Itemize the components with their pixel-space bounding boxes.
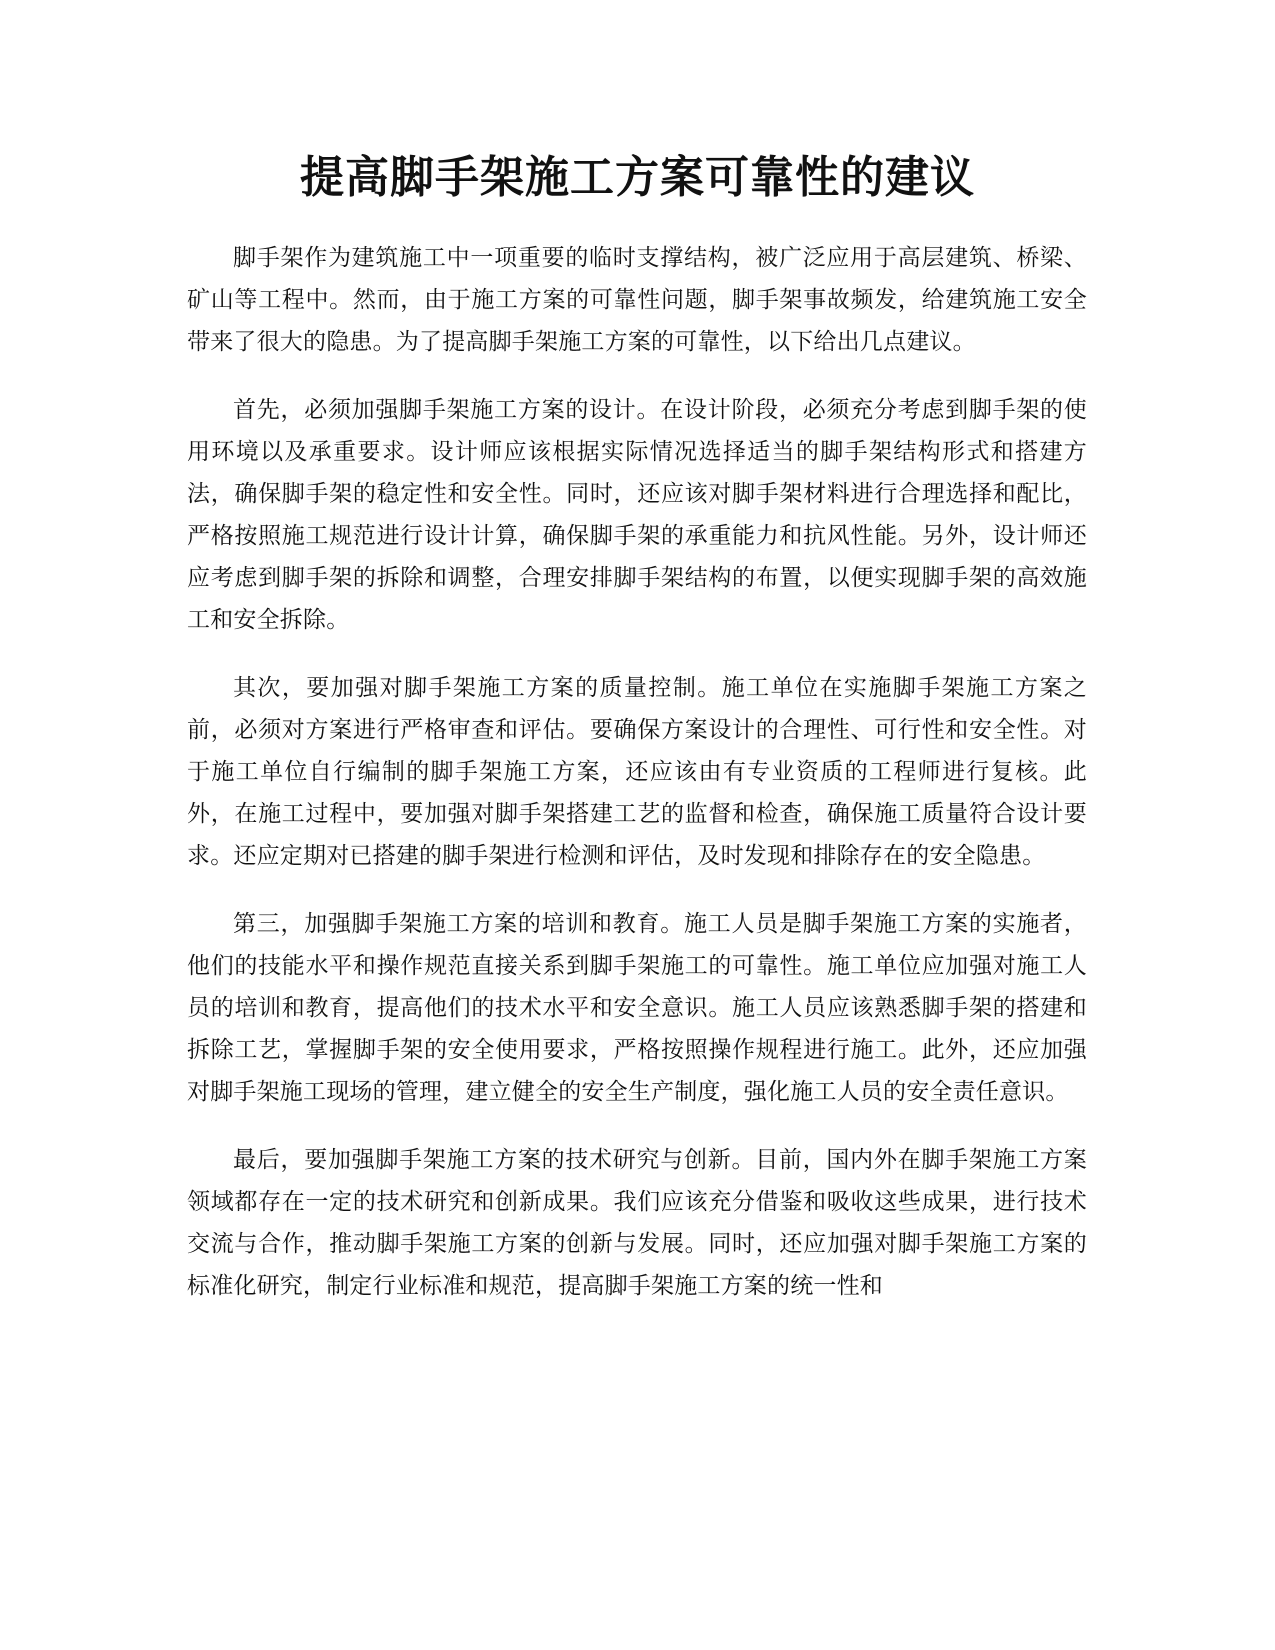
paragraph-second-suggestion: 其次，要加强对脚手架施工方案的质量控制。施工单位在实施脚手架施工方案之前，必须对方案进行严格审查和评估。要确保方案设计的合理性、可行性和安全性。对于施工单位自行编制的脚手架施工方案，还应该由有专业资质的工程师进行复核。此外，在施工过程中，要加强对脚手架搭建工艺的监督和检查，确保施工质量符合设计要求。还应定期对已搭建的脚手架进行检测和评估，及时发现和排除存在的安全隐患。 bbox=[187, 675, 1087, 869]
document-title: 提高脚手架施工方案可靠性的建议 bbox=[300, 152, 975, 203]
paragraph-first-suggestion: 首先，必须加强脚手架施工方案的设计。在设计阶段，必须充分考虑到脚手架的使用环境以及承重要求。设计师应该根据实际情况选择适当的脚手架结构形式和搭建方法，确保脚手架的稳定性和安全性。同时，还应该对脚手架材料进行合理选择和配比，严格按照施工规范进行设计计算，确保脚手架的承重能力和抗风性能。另外，设计师还应考虑到脚手架的拆除和调整，合理安排脚手架结构的布置，以便实现脚手架的高效施工和安全拆除。 bbox=[187, 397, 1087, 633]
paragraph-intro: 脚手架作为建筑施工中一项重要的临时支撑结构，被广泛应用于高层建筑、桥梁、矿山等工程中。然而，由于施工方案的可靠性问题，脚手架事故频发，给建筑施工安全带来了很大的隐患。为了提高脚手架施工方案的可靠性，以下给出几点建议。 bbox=[187, 245, 1087, 355]
paragraph-third-suggestion: 第三，加强脚手架施工方案的培训和教育。施工人员是脚手架施工方案的实施者，他们的技能水平和操作规范直接关系到脚手架施工的可靠性。施工单位应加强对施工人员的培训和教育，提高他们的技术水平和安全意识。施工人员应该熟悉脚手架的搭建和拆除工艺，掌握脚手架的安全使用要求，严格按照操作规程进行施工。此外，还应加强对脚手架施工现场的管理，建立健全的安全生产制度，强化施工人员的安全责任意识。 bbox=[187, 911, 1087, 1105]
document-body bbox=[187, 237, 1087, 1333]
paragraph-final-suggestion: 最后，要加强脚手架施工方案的技术研究与创新。目前，国内外在脚手架施工方案领域都存在一定的技术研究和创新成果。我们应该充分借鉴和吸收这些成果，进行技术交流与合作，推动脚手架施工方案的创新与发展。同时，还应加强对脚手架施工方案的标准化研究，制定行业标准和规范，提高脚手架施工方案的统一性和 bbox=[187, 1147, 1087, 1299]
